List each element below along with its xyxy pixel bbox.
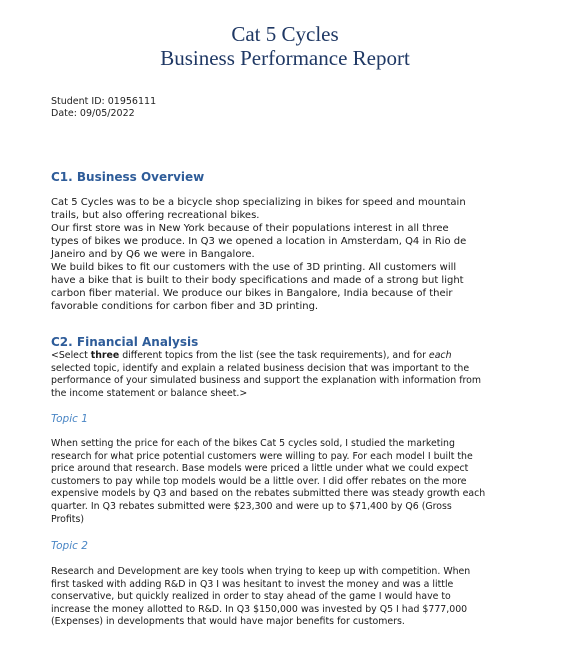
instruction-emphasis: each [428,350,452,361]
paragraph-line: Our first store was in New York because of their populations interest in all three [51,223,449,234]
paragraph-line: favorable conditions for carbon fiber and 3D printing. [51,301,319,312]
paragraph-line: expensive models by Q3 and based on the rebates submitted there was steady growth each [51,488,486,500]
paragraph-line: Janeiro and by Q6 we were in Bangalore. [51,249,255,260]
instruction-text: different topics from the list (see the task requirements), and for [119,350,429,361]
instruction-text: <Select [51,350,91,361]
topic-1-label: Topic 1 [51,413,88,425]
topic-2-label: Topic 2 [51,540,88,552]
report-date: Date: 09/05/2022 [51,108,135,119]
paragraph-line: customers to pay while top models would be a little over. I did offer rebates on the more [51,475,467,487]
paragraph-line: quarter. In Q3 rebates submitted were $23,300 and were up to $71,400 by Q6 (Gross [51,500,452,512]
paragraph-line: conservative, but quickly realized in order to stay ahead of the game I would have to [51,591,451,603]
section-c2-instructions [51,350,531,400]
paragraph-line: We build bikes to fit our customers with the use of 3D printing. All customers will [51,262,457,273]
paragraph-line: types of bikes we produce. In Q3 we opened a location in Amsterdam, Q4 in Rio de [51,236,467,247]
paragraph-line: increase the money allotted to R&D. In Q3 $150,000 was invested by Q5 I had $777,000 [51,603,468,615]
paragraph-line: price around that research. Base models were priced a little under what we could expect [51,463,469,475]
paragraph-line: carbon fiber material. We produce our bikes in Bangalore, India because of their [51,288,453,299]
paragraph-line: research for what price potential customers were willing to pay. For each model I built the [51,450,473,462]
paragraph-line: (Expenses) in developments that would have major benefits for customers. [51,616,405,628]
paragraph-line: trails, but also offering recreational bikes. [51,210,260,221]
paragraph-line: Profits) [51,513,84,525]
paragraph-line: have a bike that is built to their body specifications and made of a strong but light [51,275,464,286]
instruction-line [51,350,531,363]
topic-1-body [51,438,531,526]
report-title-line-1: Cat 5 Cycles [231,22,339,46]
instruction-line: selected topic, identify and explain a related business decision that was important to the [51,362,470,374]
section-c1-heading: C1. Business Overview [51,170,205,184]
paragraph-line: When setting the price for each of the bikes Cat 5 cycles sold, I studied the marketing [51,438,455,449]
instruction-emphasis: three [90,350,120,361]
student-id: Student ID: 01956111 [51,96,157,107]
paragraph-line: Research and Development are key tools when trying to keep up with competition. When [51,566,471,577]
section-c1-body [51,196,531,313]
section-c2-heading: C2. Financial Analysis [51,335,199,349]
instruction-line: performance of your simulated business and support the explanation with information from [51,375,482,387]
instruction-line: the income statement or balance sheet.> [51,387,248,399]
paragraph-line: first tasked with adding R&D in Q3 I was hesitant to invest the money and was a little [51,578,454,590]
paragraph-line: Cat 5 Cycles was to be a bicycle shop specializing in bikes for speed and mountain [51,197,466,208]
topic-2-body [51,566,531,629]
report-title-line-2: Business Performance Report [160,46,410,70]
